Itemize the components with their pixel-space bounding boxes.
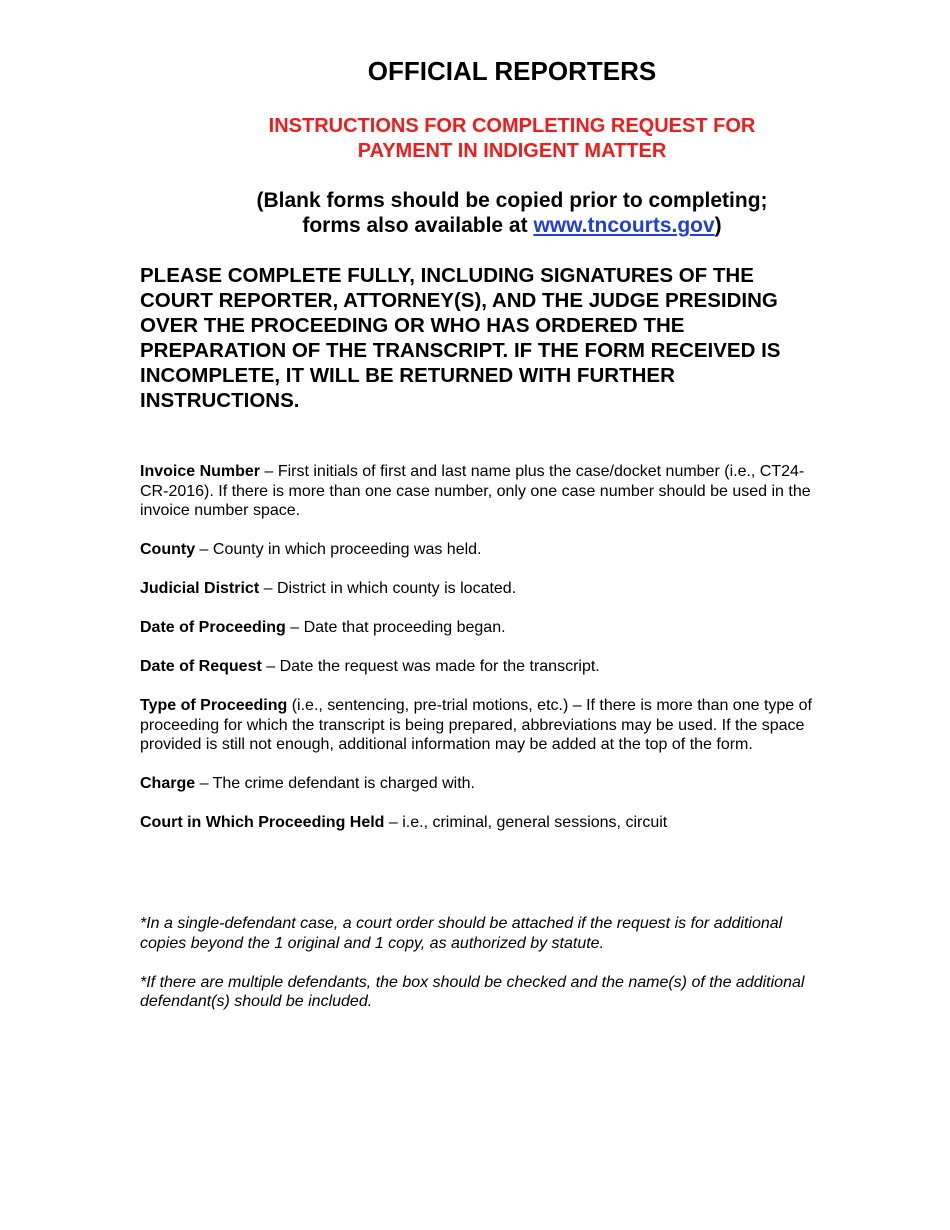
definition-text: – Date the request was made for the transcript. (261, 658, 600, 675)
footnotes (140, 914, 820, 1031)
definition-text: – First initials of first and last name plus the case/docket number (i.e., CT24-CR-2016). If there is more than one case number, only one case number should be used in the invoice number space. (140, 463, 811, 519)
definition-term: County (140, 541, 196, 558)
definition-term: Date of Request (140, 658, 262, 675)
instructions-heading (140, 114, 884, 164)
definition-item (140, 657, 820, 677)
definition-text: – i.e., criminal, general sessions, circuit (384, 814, 668, 831)
definition-term: Court in Which Proceeding Held (140, 814, 385, 831)
blank-forms-note-line-1: (Blank forms should be copied prior to completing; (256, 189, 768, 212)
blank-forms-note (140, 188, 884, 238)
definition-item (140, 813, 820, 833)
definition-text: – The crime defendant is charged with. (195, 775, 475, 792)
definition-item (140, 618, 820, 638)
definition-text: – County in which proceeding was held. (195, 541, 482, 558)
note-suffix: ) (714, 214, 722, 237)
completion-warning: PLEASE COMPLETE FULLY, INCLUDING SIGNATURES OF THE COURT REPORTER, ATTORNEY(S), AND THE JUDGE PRESIDING OVER THE PROCEEDING OR WHO HAS ORDERED THE PREPARATION OF THE TRANSCRIPT. IF THE FORM RECEIVED IS INCOMPLETE, IT WILL BE RETURNED WITH FURTHER INSTRUCTIONS. (140, 264, 781, 412)
definition-term: Charge (140, 775, 196, 792)
definition-item (140, 579, 820, 599)
definition-text: – District in which county is located. (259, 580, 517, 597)
definition-item (140, 774, 820, 794)
definition-item (140, 540, 820, 560)
field-definitions (140, 462, 820, 852)
note-prefix: forms also available at (302, 214, 534, 237)
definition-item (140, 462, 820, 521)
definition-term: Judicial District (140, 580, 260, 597)
footnote-single-defendant: *In a single-defendant case, a court order should be attached if the request is for additional copies beyond the 1 original and 1 copy, as authorized by statute. (140, 915, 783, 952)
footnote-multiple-defendants: *If there are multiple defendants, the box should be checked and the name(s) of the additional defendant(s) should be included. (140, 973, 805, 1010)
definition-term: Date of Proceeding (140, 619, 286, 636)
instructions-heading-line-2: PAYMENT IN INDIGENT MATTER (357, 140, 667, 162)
blank-forms-note-line-2 (140, 213, 884, 238)
tncourts-link[interactable]: www.tncourts.gov (533, 214, 715, 237)
instructions-heading-line-1: INSTRUCTIONS FOR COMPLETING REQUEST FOR (268, 115, 756, 137)
definition-item (140, 696, 820, 755)
definition-term: Type of Proceeding (140, 697, 288, 714)
definition-text: – Date that proceeding began. (285, 619, 506, 636)
page-title: OFFICIAL REPORTERS (367, 56, 657, 86)
definition-text: (i.e., sentencing, pre-trial motions, etc.) – If there is more than one type of proceeding for which the transcript is being prepared, abbreviations may be used. If the space provided is still not enough, additional information may be added at the top of the form. (140, 697, 812, 753)
definition-term: Invoice Number (140, 463, 261, 480)
